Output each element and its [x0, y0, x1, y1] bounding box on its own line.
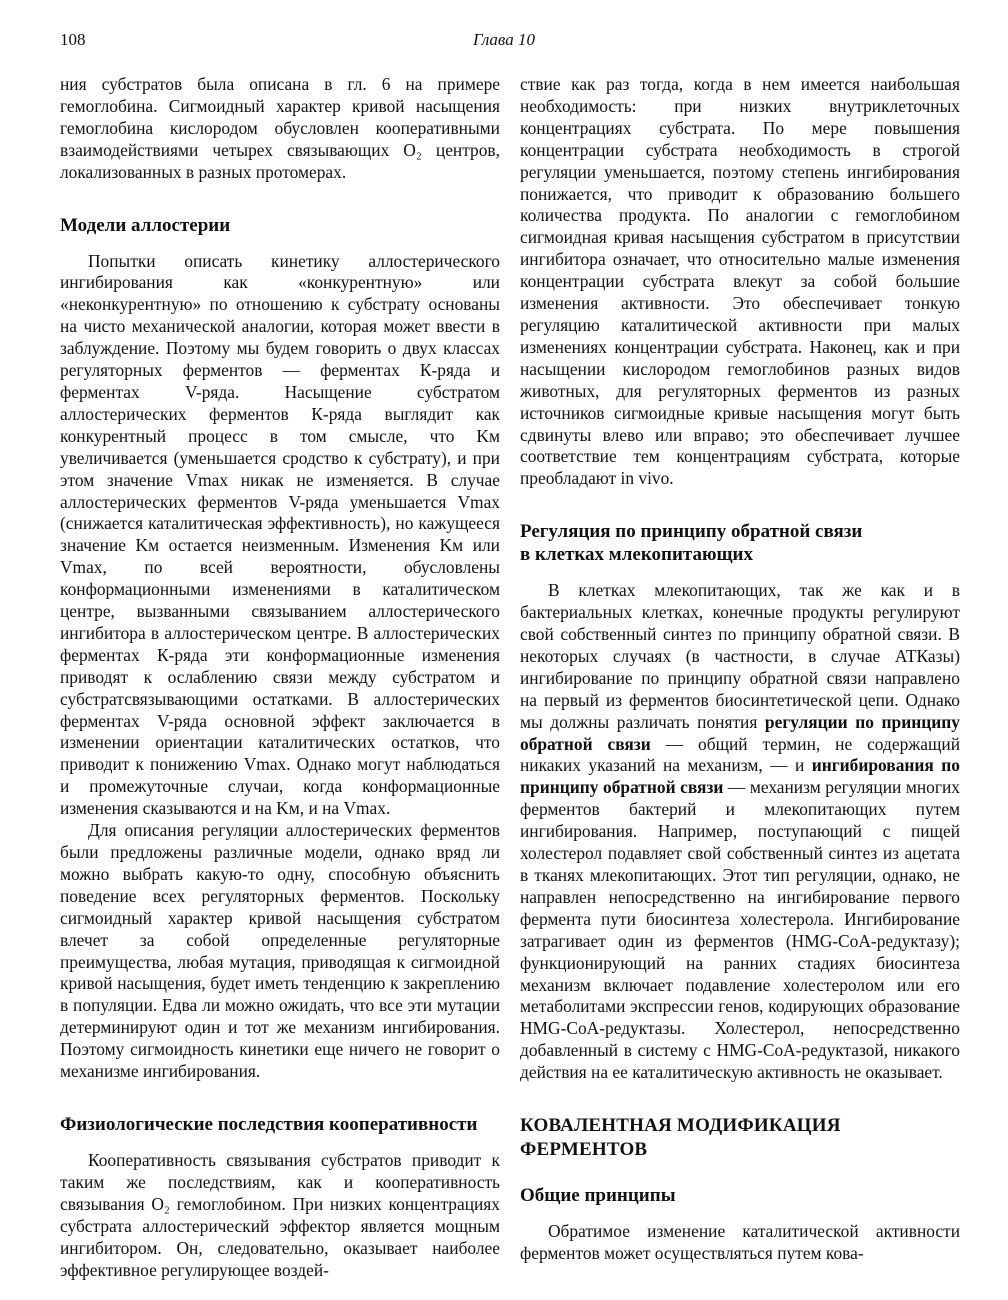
- running-head: Глава 10: [473, 30, 535, 49]
- heading-covalent-modification: [520, 1114, 960, 1162]
- page-number: 108: [60, 30, 86, 49]
- heading-physiological-consequences: Физиологические последствия кооперативности: [60, 1113, 478, 1135]
- paragraph-general-principles: Обратимое изменение каталитической активности ферментов может осуществляться путем кова-: [520, 1221, 960, 1263]
- heading-feedback-line1: Регуляция по принципу обратной связи: [520, 521, 863, 543]
- paragraph-hemoglobin: ния субстратов была описана в гл. 6 на примере гемоглобина. Сигмоидный характер кривой насыщения гемоглобина кислородом обусловлен кооперативными взаимодействиями четырех связывающих O₂ центров, локализованных в разных протомерах.: [60, 74, 500, 182]
- heading-covalent-line1: КОВАЛЕНТНАЯ МОДИФИКАЦИЯ: [520, 1115, 841, 1137]
- heading-feedback-regulation: [520, 520, 960, 566]
- paragraph-continuation: ствие как раз тогда, когда в нем имеется наибольшая необходимость: при низких внутриклеточных концентрациях субстрата. По мере повышения концентрации субстрата необходимость в строгой регуляции уменьшается, поэтому степень ингибирования понижается, что приводит к образованию большего количества продукта. По аналогии с гемоглобином сигмоидная кривая насыщения субстратом в присутствии ингибитора означает, что относительно малые изменения концентрации субстрата влекут за собой большие изменения активности. Это обеспечивает тонкую регуляцию каталитической активности при малых изменениях концентрации субстрата. Наконец, как и при насыщении кислородом гемоглобинов разных видов животных, для регуляторных ферментов из разных источников сигмоидные кривые насыщения могут быть сдвинуты влево или вправо; это обеспечивает лучшее соответствие тем концентрациям субстрата, которые преобладают in vivo.: [520, 74, 960, 489]
- left-column: [60, 74, 500, 1281]
- heading-feedback-line2: в клетках млекопитающих: [520, 544, 753, 566]
- term-feedback-inhibition: ингибирования по принципу обратной связи: [520, 755, 960, 798]
- heading-general-principles: Общие принципы: [520, 1185, 676, 1207]
- paragraph-cooperativity: Кооперативность связывания субстратов приводит к таким же последствиям, как и кооперативность связывания O₂ гемоглобином. При низких концентрациях субстрата аллостерический эффектор является мощным ингибитором. Он, следовательно, оказывает наиболее эффективное регулирующее воздей-: [60, 1149, 500, 1280]
- feedback-text-a: В клетках млекопитающих, так же как и в бактериальных клетках, конечные продукты регулируют свой собственный синтез по принципу обратной связи. В некоторых случаях (в частности, в случае АТКазы) ингибирование по принципу обратной связи направлено на первый из ферментов биосинтетической цепи. Однако мы должны различать понятия: [520, 580, 960, 732]
- heading-allostery-models: Модели аллостерии: [60, 214, 231, 236]
- heading-covalent-line2: ФЕРМЕНТОВ: [520, 1139, 648, 1161]
- paragraph-models: Для описания регуляции аллостерических ферментов были предложены различные модели, однако вряд ли можно выбрать какую-то одну, способную объяснить поведение всех регуляторных ферментов. Поскольку сигмоидный характер кривой насыщения субстратом влечет за собой определенные регуляторные преимущества, любая мутация, приводящая к сигмоидной кривой насыщения, будет иметь тенденцию к закреплению в популяции. Едва ли можно ожидать, что все эти мутации детерминируют один и тот же механизм ингибирования. Поэтому сигмоидность кинетики еще ничего не говорит о механизме ингибирования.: [60, 820, 500, 1082]
- feedback-text-b: — общий термин, не содержащий никаких указаний на механизм, — и: [520, 733, 960, 776]
- term-feedback-regulation: регуляции по принципу обратной связи: [520, 711, 960, 754]
- paragraph-k-v-series: Попытки описать кинетику аллостерического ингибирования как «конкурентную» или «неконкурентную» по отношению к субстрату основаны на чисто механической аналогии, которая может ввести в заблуждение. Поэтому мы будем говорить о двух классах регуляторных ферментов — ферментах К-ряда и ферментах V-ряда. Насыщение субстратом аллостерических ферментов К-ряда выглядит как конкурентный процесс в том смысле, что Kм увеличивается (уменьшается сродство к субстрату), и при этом значение Vmax никак не изменяется. В случае аллостерических ферментов V-ряда уменьшается Vmax (снижается каталитическая эффективность), но кажущееся значение Kм остается неизменным. Изменения Kм или Vmax, по всей вероятности, обусловлены конформационными изменениями в каталитическом центре, вызванными связыванием аллостерического ингибитора в аллостерическом центре. В аллостерических ферментах К-ряда эти конформационные изменения приводят к ослаблению связи между субстратом и субстратсвязывающими остатками. В аллостерических ферментах V-ряда основной эффект заключается в изменении ориентации каталитических остатков, что приводит к понижению Vmax. Однако могут наблюдаться и промежуточные случаи, когда конформационные изменения сказываются и на Kм, и на Vmax.: [60, 250, 500, 819]
- paragraph-feedback: [520, 580, 960, 1084]
- right-column: [520, 74, 960, 1265]
- feedback-text-c: — механизм регуляции многих ферментов бактерий и млекопитающих путем ингибирования. Например, поступающий с пищей холестерол подавляет свой собственный синтез из ацетата в тканях млекопитающих. Этот тип регуляции, однако, не направлен непосредственно на ингибирование первого фермента пути биосинтеза холестерола. Ингибирование затрагивает один из ферментов (HMG-CoA-редуктазу); функционирующий на ранних стадиях биосинтеза механизм включает подавление холестеролом или его метаболитами экспрессии генов, кодирующих образование HMG-CoA-редуктазы. Холестерол, непосредственно добавленный в систему с HMG-CoA-редуктазой, никакого действия на ее каталитическую активность не оказывает.: [520, 777, 960, 1083]
